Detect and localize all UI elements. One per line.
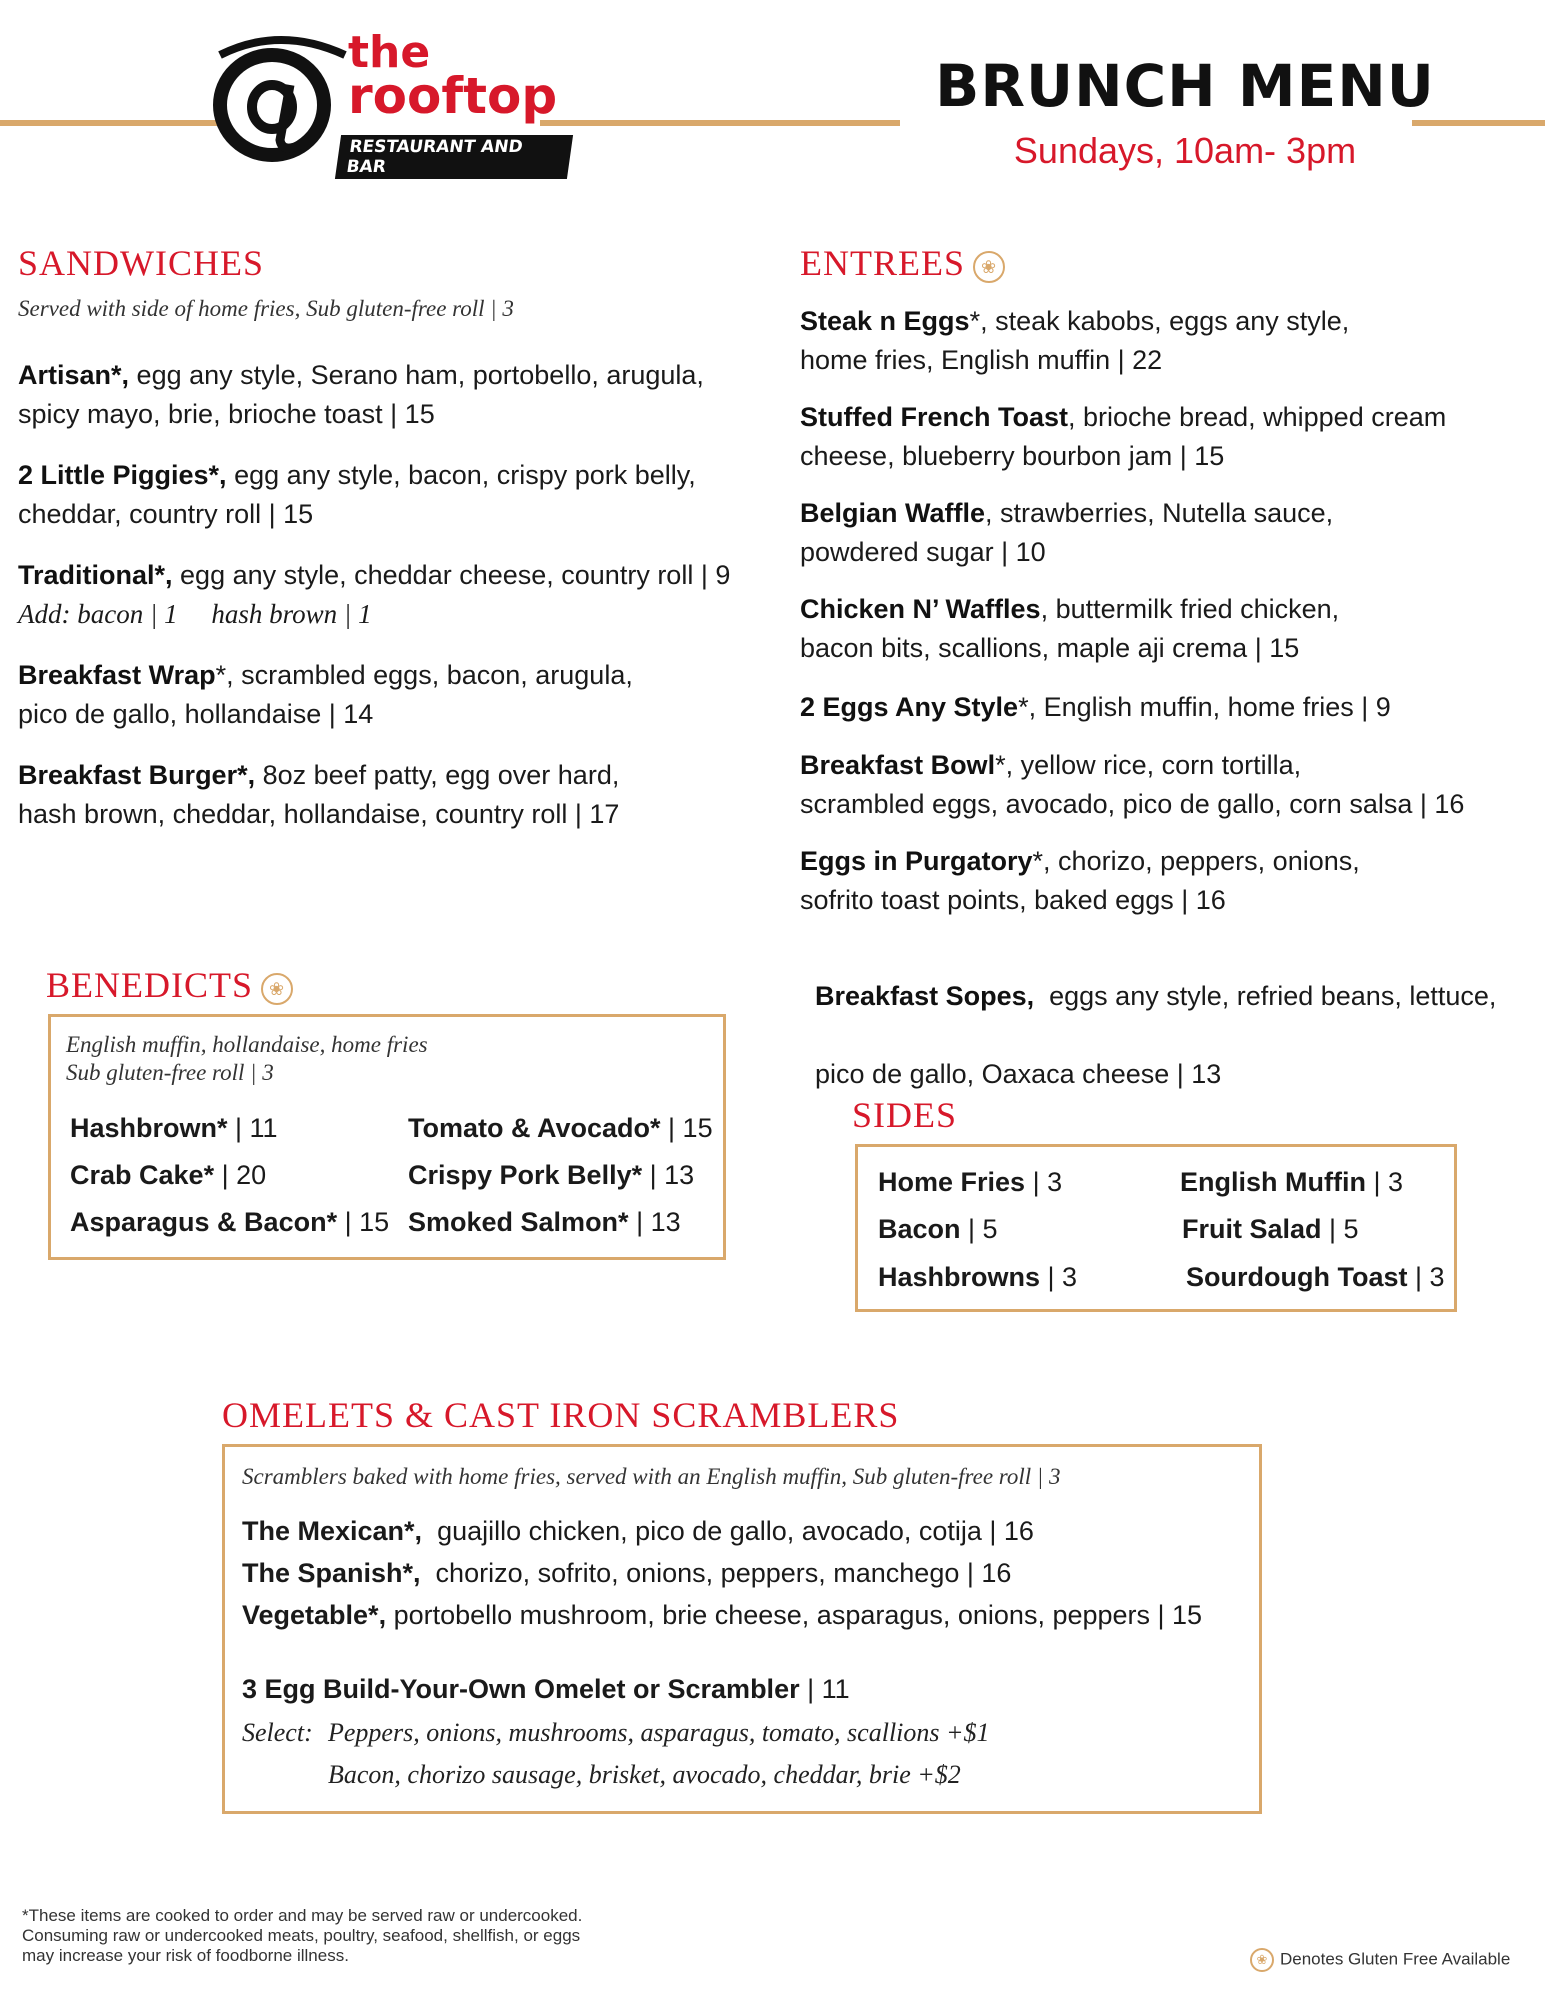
disclaimer (22, 1906, 722, 1966)
item-name: Asparagus & Bacon* (70, 1207, 338, 1237)
item-desc-2: hash brown, cheddar, hollandaise, country roll | 17 (18, 799, 620, 829)
item-name: Vegetable*, (242, 1600, 387, 1630)
item-desc: egg any style, cheddar cheese, country roll | 9 (172, 560, 731, 590)
menu-item (18, 656, 778, 734)
item-name: Breakfast Wrap (18, 660, 216, 690)
item-price: | 11 (799, 1674, 850, 1704)
logo-line1: the (348, 27, 431, 78)
benedict-item (70, 1113, 278, 1144)
menu-item (800, 842, 1540, 920)
item-name: 2 Little Piggies*, (18, 460, 227, 490)
item-desc: eggs any style, refried beans, lettuce, (1034, 981, 1497, 1011)
item-desc: *, English muffin, home fries | 9 (1018, 692, 1391, 722)
item-name: Bacon (878, 1214, 961, 1244)
item-name: Stuffed French Toast (800, 402, 1069, 432)
item-price: | 3 (1040, 1262, 1078, 1292)
item-name: Breakfast Bowl (800, 750, 996, 780)
item-name: Fruit Salad (1182, 1214, 1322, 1244)
menu-item (800, 938, 1540, 1094)
side-item (1180, 1167, 1403, 1198)
side-item (878, 1214, 998, 1245)
item-name: Hashbrown* (70, 1113, 228, 1143)
item-name: Steak n Eggs (800, 306, 970, 336)
item-desc: *, chorizo, peppers, onions, (1032, 846, 1360, 876)
menu-item (800, 398, 1540, 476)
menu-item (18, 356, 778, 434)
item-name: Home Fries (878, 1167, 1026, 1197)
item-price: | 3 (1407, 1262, 1445, 1292)
item-desc: chorizo, sofrito, onions, peppers, manchego | 16 (420, 1558, 1012, 1588)
item-desc: portobello mushroom, brie cheese, asparagus, onions, peppers | 15 (386, 1600, 1203, 1630)
select-label: Select: (242, 1718, 313, 1747)
benedicts-note-2: Sub gluten-free roll | 3 (66, 1060, 274, 1085)
benedict-item (70, 1160, 266, 1191)
build-your-own-item (242, 1674, 850, 1705)
benedicts-title (46, 964, 293, 1006)
omelet-item (242, 1558, 1011, 1589)
menu-item (800, 688, 1540, 727)
header-rule-left (0, 120, 220, 126)
disclaimer-line-1: *These items are cooked to order and may be served raw or undercooked. (22, 1906, 583, 1925)
item-price: | 3 (1365, 1167, 1404, 1197)
item-name: Eggs in Purgatory (800, 846, 1033, 876)
logo (210, 27, 570, 180)
page-title: BRUNCH MENU (935, 52, 1435, 120)
item-name: The Spanish*, (242, 1558, 421, 1588)
header-rule-right (1412, 120, 1545, 126)
select-options-2: Bacon, chorizo sausage, brisket, avocado, cheddar, brie +$2 (328, 1760, 961, 1789)
header-rule-middle (540, 120, 900, 126)
entrees-title-text: ENTREES (800, 243, 965, 283)
benedict-item (408, 1113, 713, 1144)
item-name: Crispy Pork Belly* (408, 1160, 643, 1190)
side-item (1186, 1262, 1445, 1293)
item-desc: , brioche bread, whipped cream (1068, 402, 1447, 432)
item-name: Tomato & Avocado* (408, 1113, 661, 1143)
benedict-item (408, 1207, 681, 1238)
gluten-free-legend (1250, 1948, 1510, 1972)
item-desc-2: cheese, blueberry bourbon jam | 15 (800, 441, 1225, 471)
item-price: | 13 (628, 1207, 681, 1237)
item-desc-2: bacon bits, scallions, maple aji crema | 15 (800, 633, 1300, 663)
benedict-item (408, 1160, 694, 1191)
menu-item (18, 556, 778, 634)
sandwiches-title: SANDWICHES (18, 243, 265, 283)
item-name: English Muffin (1180, 1167, 1366, 1197)
item-name: Breakfast Burger*, (18, 760, 256, 790)
omelets-title: OMELETS & CAST IRON SCRAMBLERS (222, 1395, 900, 1435)
menu-item (800, 590, 1540, 668)
benedict-item (70, 1207, 389, 1238)
menu-item (800, 494, 1540, 572)
item-price: | 15 (337, 1207, 390, 1237)
item-price: | 20 (214, 1160, 267, 1190)
item-desc-2: spicy mayo, brie, brioche toast | 15 (18, 399, 435, 429)
item-name: 3 Egg Build-Your-Own Omelet or Scrambler (242, 1674, 800, 1704)
item-desc-2: scrambled eggs, avocado, pico de gallo, corn salsa | 16 (800, 789, 1465, 819)
item-name: 2 Eggs Any Style (800, 692, 1019, 722)
side-item (1182, 1214, 1359, 1245)
item-desc-2: sofrito toast points, baked eggs | 16 (800, 885, 1226, 915)
item-name: Crab Cake* (70, 1160, 215, 1190)
omelets-note: Scramblers baked with home fries, served with an English muffin, Sub gluten-free roll | 3 (242, 1464, 1061, 1489)
sides-title: SIDES (852, 1095, 958, 1135)
item-price: | 3 (1025, 1167, 1063, 1197)
item-name: Belgian Waffle (800, 498, 986, 528)
omelet-item (242, 1600, 1202, 1631)
item-name: Sourdough Toast (1186, 1262, 1408, 1292)
wheat-icon: ❀ (973, 251, 1005, 283)
menu-item (18, 456, 778, 534)
item-desc: guajillo chicken, pico de gallo, avocado, cotija | 16 (422, 1516, 1034, 1546)
wheat-icon: ❀ (261, 973, 293, 1005)
item-price: | 5 (1321, 1214, 1359, 1244)
item-name: Smoked Salmon* (408, 1207, 629, 1237)
item-desc: 8oz beef patty, egg over hard, (255, 760, 620, 790)
sandwiches-note: Served with side of home fries, Sub gluten-free roll | 3 (18, 296, 514, 321)
item-name: The Mexican*, (242, 1516, 423, 1546)
menu-item (800, 746, 1540, 824)
page-subtitle: Sundays, 10am- 3pm (1013, 130, 1357, 171)
item-desc: , buttermilk fried chicken, (1040, 594, 1340, 624)
benedicts-title-text: BENEDICTS (46, 965, 253, 1005)
menu-item (18, 756, 778, 834)
item-price: | 11 (227, 1113, 278, 1143)
item-desc-2: pico de gallo, Oaxaca cheese | 13 (815, 1059, 1222, 1089)
menu-item (800, 302, 1540, 380)
item-name: Traditional*, (18, 560, 173, 590)
item-addons: Add: bacon | 1 hash brown | 1 (18, 599, 372, 629)
side-item (878, 1262, 1077, 1293)
logo-line2: rooftop (348, 67, 558, 125)
item-desc: *, steak kabobs, eggs any style, (969, 306, 1350, 336)
gluten-free-legend-text: Denotes Gluten Free Available (1280, 1949, 1511, 1969)
item-desc: , strawberries, Nutella sauce, (985, 498, 1334, 528)
item-price: | 15 (660, 1113, 713, 1143)
item-desc: *, scrambled eggs, bacon, arugula, (215, 660, 633, 690)
wheat-icon: ❀ (1250, 1948, 1274, 1972)
at-sign-swoosh-icon (210, 35, 350, 165)
disclaimer-line-3: may increase your risk of foodborne illness. (22, 1946, 349, 1965)
item-desc-2: home fries, English muffin | 22 (800, 345, 1163, 375)
item-desc: *, yellow rice, corn tortilla, (995, 750, 1302, 780)
item-desc-2: pico de gallo, hollandaise | 14 (18, 699, 374, 729)
item-name: Artisan*, (18, 360, 130, 390)
entrees-title (800, 242, 1005, 284)
select-options-1: Peppers, onions, mushrooms, asparagus, tomato, scallions +$1 (328, 1718, 990, 1747)
item-price: | 13 (642, 1160, 695, 1190)
item-name: Breakfast Sopes, (815, 981, 1035, 1011)
item-name: Hashbrowns (878, 1262, 1041, 1292)
logo-tagline: RESTAURANT AND BAR (335, 135, 573, 179)
benedicts-note-1: English muffin, hollandaise, home fries (66, 1032, 428, 1057)
item-desc: egg any style, bacon, crispy pork belly, (226, 460, 696, 490)
item-desc-2: powdered sugar | 10 (800, 537, 1046, 567)
omelet-item (242, 1516, 1034, 1547)
item-name: Chicken N’ Waffles (800, 594, 1041, 624)
disclaimer-line-2: Consuming raw or undercooked meats, poultry, seafood, shellfish, or eggs (22, 1926, 581, 1945)
item-desc: egg any style, Serano ham, portobello, arugula, (129, 360, 704, 390)
item-price: | 5 (960, 1214, 998, 1244)
item-desc-2: cheddar, country roll | 15 (18, 499, 314, 529)
side-item (878, 1167, 1062, 1198)
